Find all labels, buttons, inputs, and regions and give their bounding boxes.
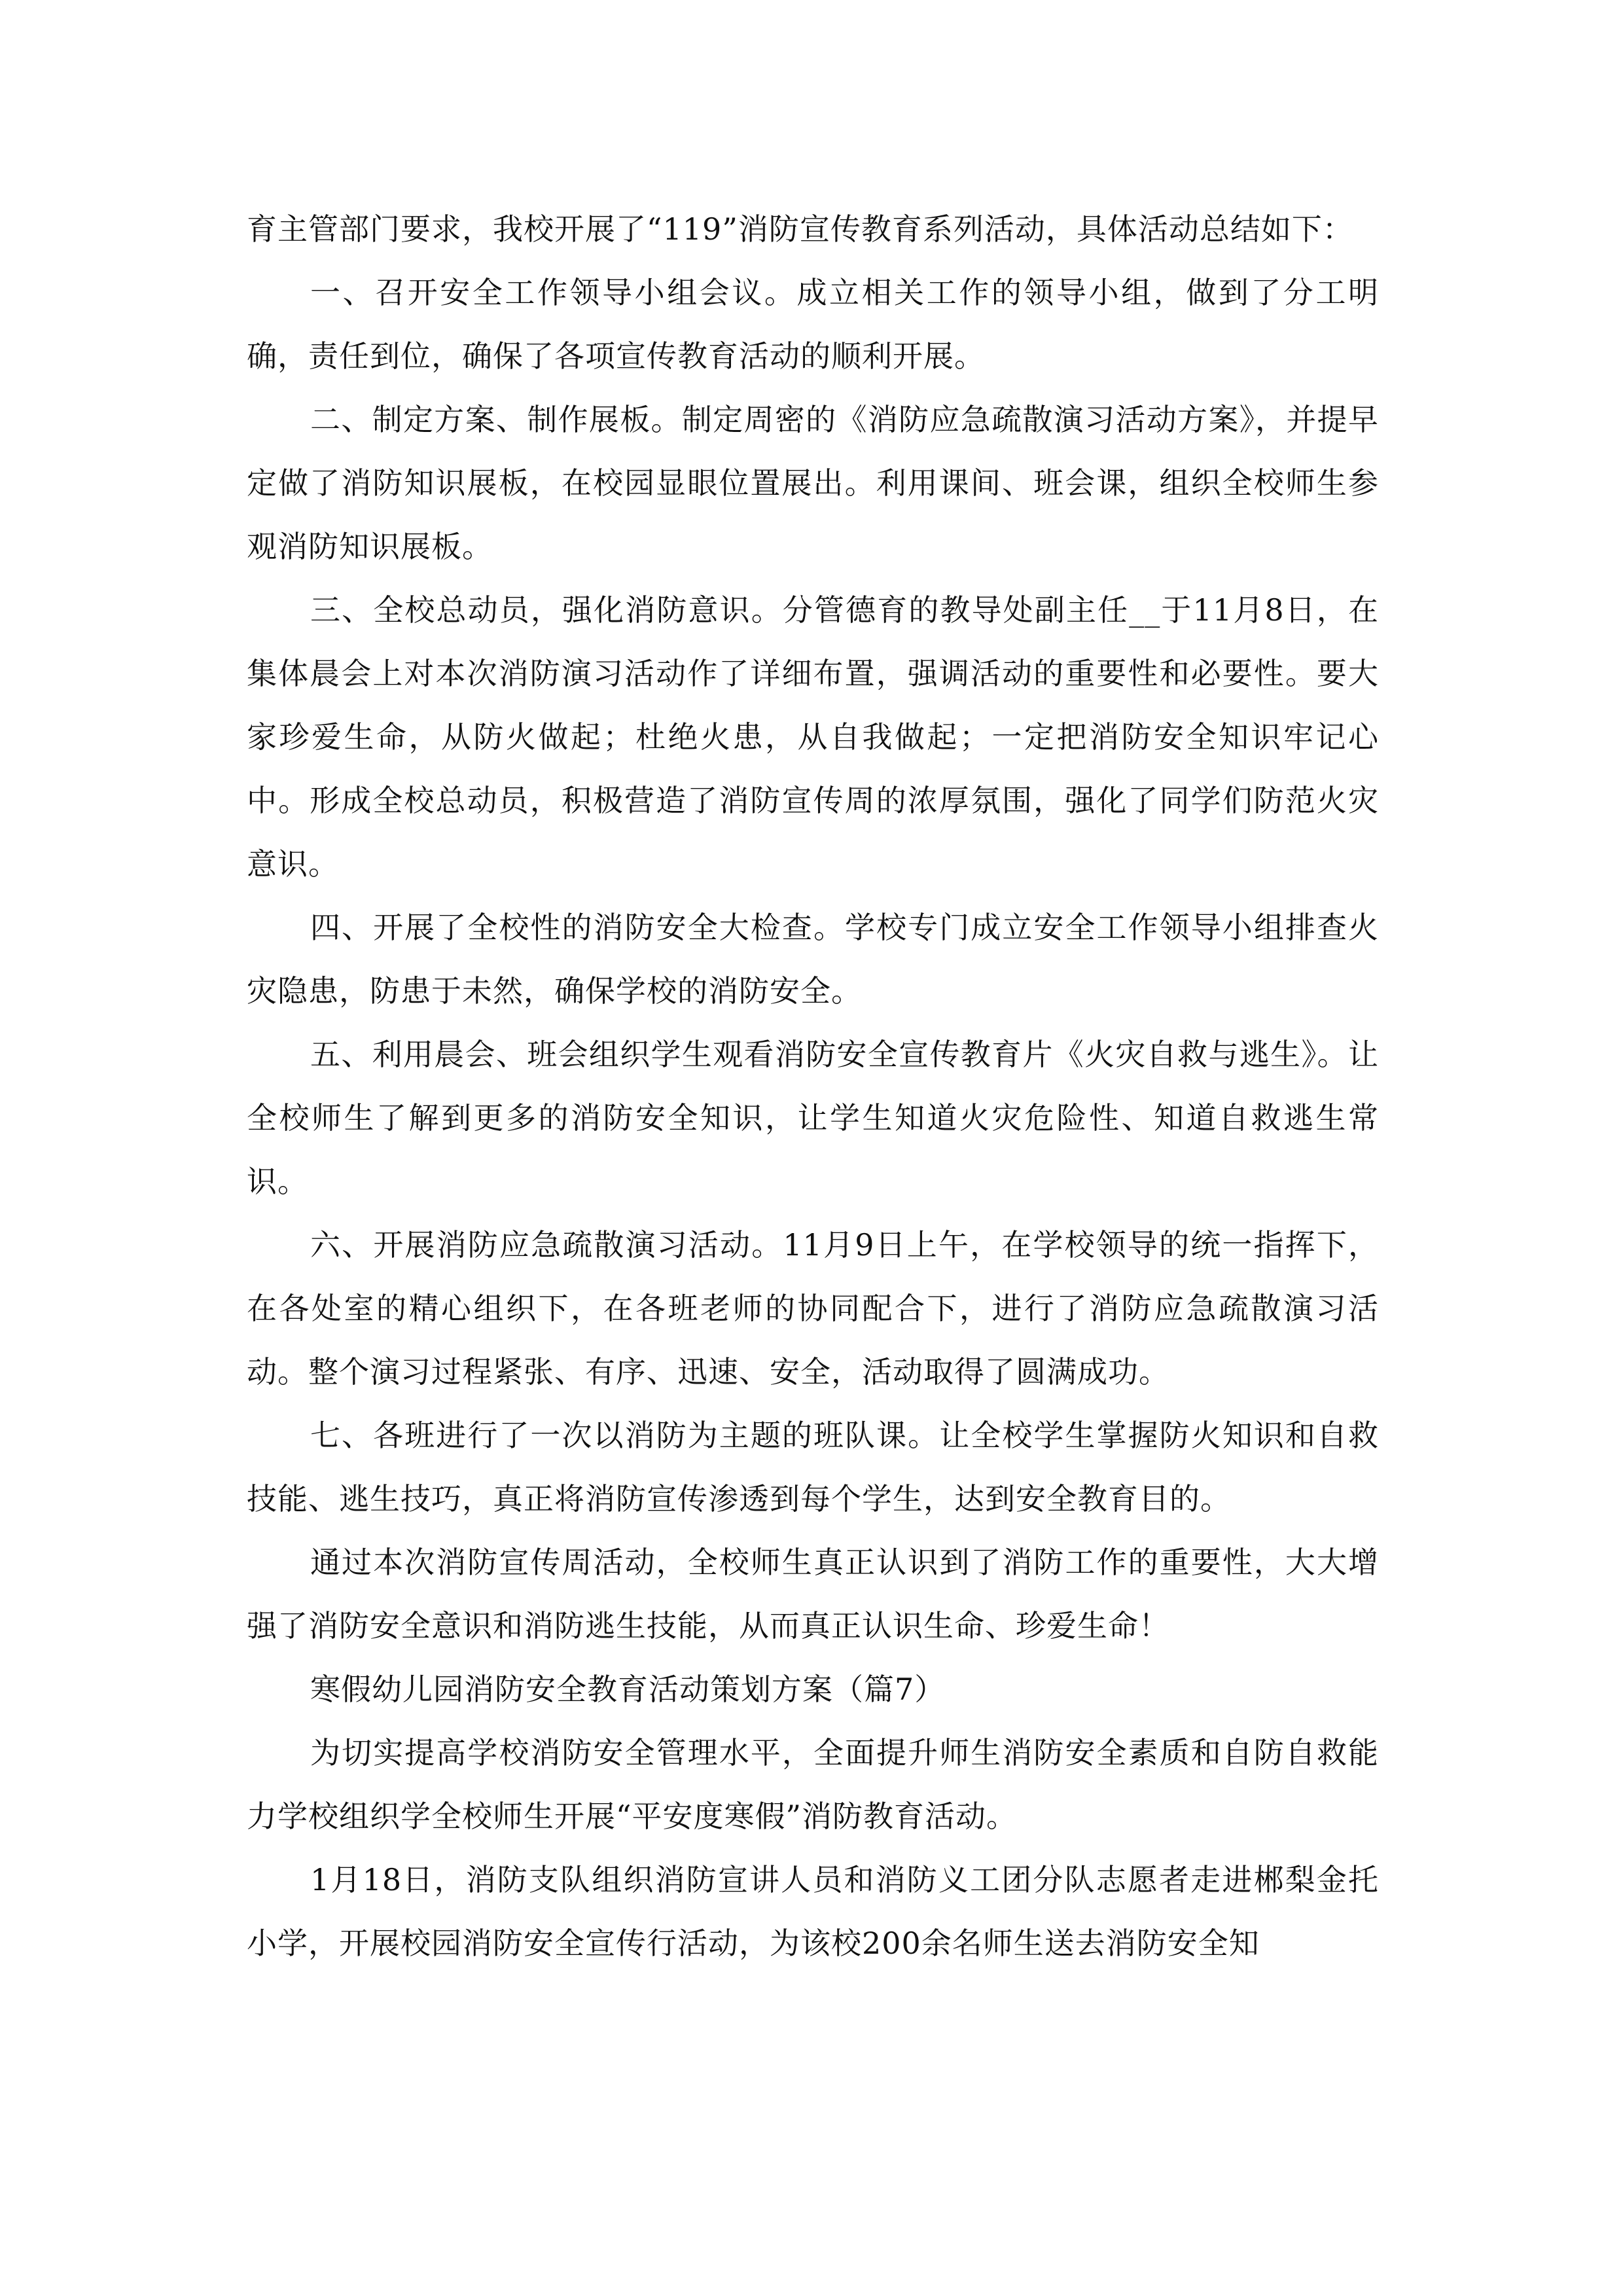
paragraph-item-1: 一、召开安全工作领导小组会议。成立相关工作的领导小组，做到了分工明确，责任到位，确保了各项宣传教育活动的顺利开展。: [247, 275, 1379, 374]
paragraph-section-event: 1月18日，消防支队组织消防宣讲人员和消防义工团分队志愿者走进郴梨金托小学，开展校园消防安全宣传行活动，为该校200余名师生送去消防安全知: [247, 1862, 1379, 1961]
document-body: [247, 198, 1379, 1975]
paragraph-section-intro: 为切实提高学校消防安全管理水平，全面提升师生消防安全素质和自防自救能力学校组织学全校师生开展“平安度寒假”消防教育活动。: [247, 1735, 1379, 1834]
paragraph-intro-continued: 育主管部门要求，我校开展了“119”消防宣传教育系列活动，具体活动总结如下：: [247, 211, 1353, 247]
paragraph-item-4: 四、开展了全校性的消防安全大检查。学校专门成立安全工作领导小组排查火灾隐患，防患于未然，确保学校的消防安全。: [247, 910, 1379, 1009]
section-heading: 寒假幼儿园消防安全教育活动策划方案（篇7）: [310, 1672, 946, 1707]
paragraph-item-6: 六、开展消防应急疏散演习活动。11月9日上午，在学校领导的统一指挥下，在各处室的精心组织下，在各班老师的协同配合下，进行了消防应急疏散演习活动。整个演习过程紧张、有序、迅速、安全，活动取得了圆满成功。: [247, 1227, 1379, 1390]
paragraph-item-7: 七、各班进行了一次以消防为主题的班队课。让全校学生掌握防火知识和自救技能、逃生技巧，真正将消防宣传渗透到每个学生，达到安全教育目的。: [247, 1418, 1379, 1516]
paragraph-summary: 通过本次消防宣传周活动，全校师生真正认识到了消防工作的重要性，大大增强了消防安全意识和消防逃生技能，从而真正认识生命、珍爱生命！: [247, 1545, 1379, 1643]
paragraph-item-3: 三、全校总动员，强化消防意识。分管德育的教导处副主任__于11月8日，在集体晨会上对本次消防演习活动作了详细布置，强调活动的重要性和必要性。要大家珍爱生命，从防火做起；杜绝火患，从自我做起；一定把消防安全知识牢记心中。形成全校总动员，积极营造了消防宣传周的浓厚氛围，强化了同学们防范火灾意识。: [247, 592, 1379, 882]
paragraph-item-2: 二、制定方案、制作展板。制定周密的《消防应急疏散演习活动方案》，并提早定做了消防知识展板，在校园显眼位置展出。利用课间、班会课，组织全校师生参观消防知识展板。: [247, 402, 1379, 564]
paragraph-item-5: 五、利用晨会、班会组织学生观看消防安全宣传教育片《火灾自救与逃生》。让全校师生了解到更多的消防安全知识，让学生知道火灾危险性、知道自救逃生常识。: [247, 1037, 1379, 1199]
